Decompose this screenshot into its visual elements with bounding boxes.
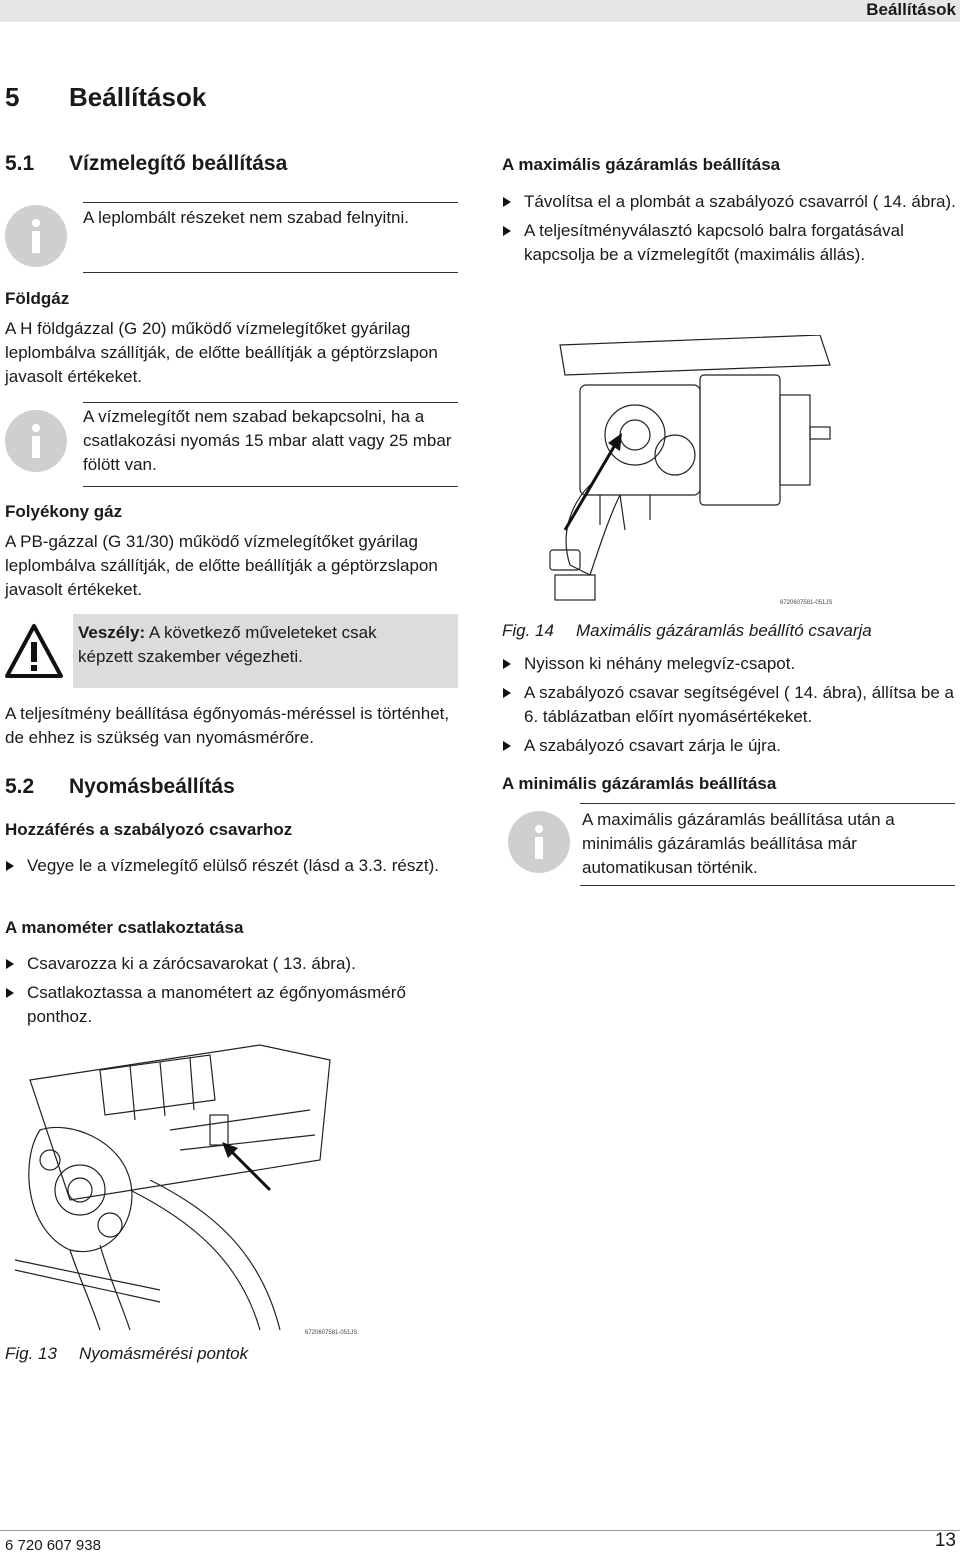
- chapter-title: [5, 82, 206, 113]
- figure-13-drawing: [10, 1040, 340, 1335]
- note-bottom-rule: [83, 272, 458, 273]
- list-item: A szabályozó csavar segítségével ( 14. ábra), állítsa be a 6. táblázatban előírt nyomásértékeket.: [502, 681, 960, 729]
- footer-rule: [0, 1530, 960, 1531]
- note-sealed-parts: A leplombált részeket nem szabad felnyitni.: [83, 208, 410, 227]
- list-item: A teljesítményválasztó kapcsoló balra forgatásával kapcsolja be a vízmelegítőt (maximális állás).: [502, 219, 957, 267]
- note-top-rule: [580, 803, 955, 804]
- paragraph-performance: A teljesítmény beállítása égőnyomás-méréssel is történhet, de ehhez is szükség van nyomásmérőre.: [5, 704, 450, 747]
- figure-14-code: 6720607581-051JS: [780, 600, 833, 606]
- note-top-rule: [83, 202, 458, 203]
- subheading-max-flow: A maximális gázáramlás beállítása: [502, 155, 781, 174]
- manometer-bullet-list: [5, 952, 460, 1034]
- note-pressure: A vízmelegítőt nem szabad bekapcsolni, ha a csatlakozási nyomás 15 mbar alatt vagy 25 mbar fölött van.: [83, 407, 452, 474]
- figure-14-label: Fig. 14: [502, 621, 554, 640]
- chapter-title-text: Beállítások: [69, 82, 207, 112]
- section-title-5-2: [5, 775, 235, 799]
- subheading-folyekony: Folyékony gáz: [5, 502, 123, 521]
- page-number: 13: [934, 1530, 956, 1551]
- warning-triangle-icon: [4, 622, 64, 680]
- note-bottom-rule: [580, 885, 955, 886]
- list-item: Csatlakoztassa a manométert az égőnyomásmérő ponthoz.: [5, 981, 460, 1029]
- note-top-rule: [83, 402, 458, 403]
- section-title-5-1: [5, 152, 287, 176]
- adjust-bullet-list: [502, 652, 960, 763]
- info-icon: [5, 410, 67, 472]
- subheading-access: Hozzáférés a szabályozó csavarhoz: [5, 820, 293, 839]
- figure-13-code: 6720607581-051JS: [305, 1330, 358, 1336]
- danger-label: Veszély:: [78, 623, 146, 642]
- section-number: 5.1: [5, 152, 35, 175]
- subheading-min-flow: A minimális gázáramlás beállítása: [502, 774, 777, 793]
- danger-message: A következő műveleteket csak képzett szakember végezheti.: [78, 623, 377, 666]
- paragraph-foldgaz: A H földgázzal (G 20) működő vízmelegítőket gyárilag leplombálva szállítják, de előtte beállítják a géptörzslapon javasolt értékeket.: [5, 319, 438, 386]
- figure-13-caption-text: Nyomásmérési pontok: [79, 1344, 249, 1363]
- document-number: 6 720 607 938: [5, 1537, 101, 1554]
- info-icon: [5, 205, 67, 267]
- list-item: A szabályozó csavart zárja le újra.: [502, 734, 960, 758]
- figure-13-label: Fig. 13: [5, 1344, 57, 1363]
- section-title-text: Vízmelegítő beállítása: [69, 152, 288, 175]
- paragraph-folyekony: A PB-gázzal (G 31/30) működő vízmelegítőket gyárilag leplombálva szállítják, de előtte beállítják a géptörzslapon javasolt értékeket.: [5, 532, 438, 599]
- danger-text: [78, 621, 428, 669]
- list-item: Vegye le a vízmelegítő elülső részét (lásd a 3.3. részt).: [5, 854, 450, 878]
- list-item: Nyisson ki néhány melegvíz-csapot.: [502, 652, 960, 676]
- figure-13-caption: [5, 1344, 248, 1364]
- access-bullet-list: [5, 854, 450, 883]
- section-number: 5.2: [5, 775, 35, 798]
- max-flow-bullet-list: [502, 190, 957, 272]
- subheading-manometer: A manométer csatlakoztatása: [5, 918, 244, 937]
- list-item: Csavarozza ki a zárócsavarokat ( 13. ábra).: [5, 952, 460, 976]
- note-min-flow: A maximális gázáramlás beállítása után a minimális gázáramlás beállítása már automatikusan történik.: [582, 810, 895, 877]
- figure-14-caption-text: Maximális gázáramlás beállító csavarja: [576, 621, 872, 640]
- subheading-foldgaz: Földgáz: [5, 289, 70, 308]
- info-icon: [508, 811, 570, 873]
- figure-14-caption: [502, 621, 872, 641]
- running-header: Beállítások: [866, 0, 956, 19]
- note-bottom-rule: [83, 486, 458, 487]
- list-item: Távolítsa el a plombát a szabályozó csavarról ( 14. ábra).: [502, 190, 957, 214]
- section-title-text: Nyomásbeállítás: [69, 775, 235, 798]
- chapter-number: 5: [5, 82, 20, 112]
- header-bar: [0, 0, 960, 22]
- figure-14-drawing: [540, 335, 840, 605]
